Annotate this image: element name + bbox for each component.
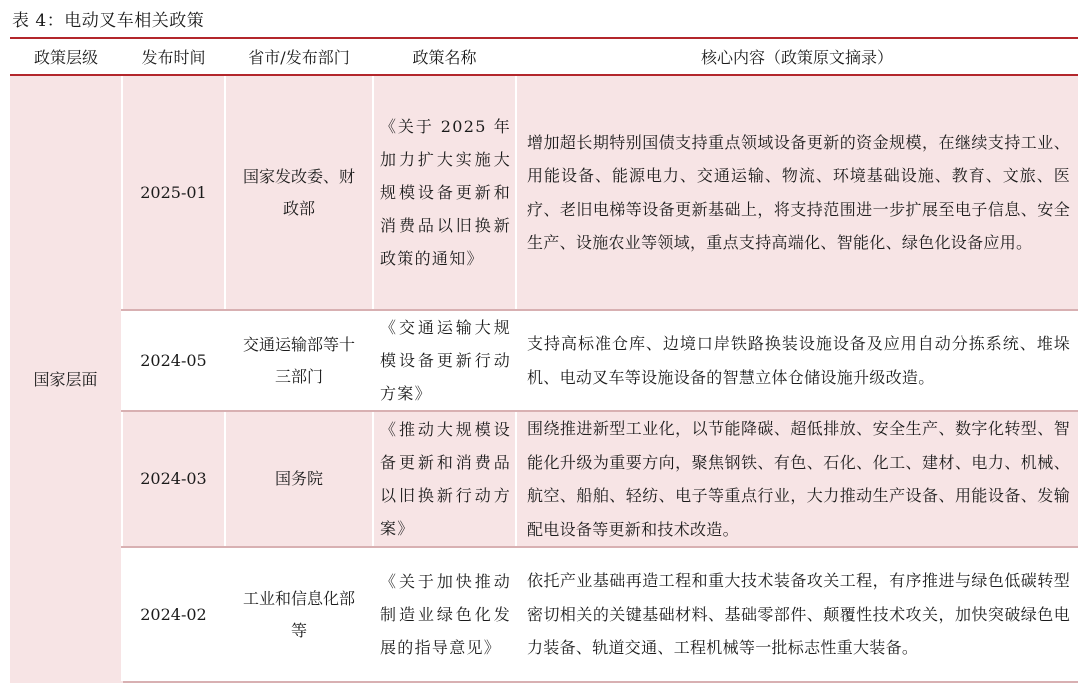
content-cell: 增加超长期特别国债支持重点领域设备更新的资金规模，在继续支持工业、用能设备、能源电力、交通运输、物流、环境基础设施、教育、文旅、医疗、老旧电梯等设备更新基础上，将支持范围进一步扩展至电子信息、安全生产、设施农业等领域，重点支持高端化、智能化、绿色化设备应用。 [516, 75, 1078, 310]
content-cell: 围绕推进新型工业化，以节能降碳、超低排放、安全生产、数字化转型、智能化升级为重要方向，聚焦钢铁、有色、石化、化工、建材、电力、机械、航空、船舶、轻纺、电子等重点行业，大力推动生产设备、用能设备、发输配电设备等更新和技术改造。 [516, 411, 1078, 547]
table-caption: 表 4：电动叉车相关政策 [12, 11, 205, 31]
table-row [10, 310, 1078, 411]
policy-name-cell: 《关于加快推动制造业绿色化发展的指导意见》 [373, 547, 516, 682]
content-cell: 依托产业基础再造工程和重大技术装备攻关工程，有序推进与绿色低碳转型密切相关的关键基础材料、基础零部件、颠覆性技术攻关，加快突破绿色电力装备、轨道交通、工程机械等一批标志性重大装备。 [516, 547, 1078, 682]
table-row [10, 411, 1078, 547]
policy-table [10, 39, 1078, 683]
date-cell: 2024-05 [122, 310, 225, 411]
header-row [10, 39, 1078, 75]
dept-text: 工业和信息化部等 [242, 588, 355, 640]
policy-name-cell: 《交通运输大规模设备更新行动方案》 [373, 310, 516, 411]
header-content: 核心内容（政策原文摘录） [516, 39, 1078, 75]
dept-text: 国家发改委、财政部 [243, 166, 356, 218]
header-date: 发布时间 [122, 39, 225, 75]
header-dept: 省市/发布部门 [225, 39, 373, 75]
dept-cell: 国务院 [225, 411, 373, 547]
date-cell: 2024-03 [122, 411, 225, 547]
dept-cell [225, 75, 373, 310]
table-row [10, 547, 1078, 682]
date-cell: 2025-01 [122, 75, 225, 310]
dept-cell [225, 310, 373, 411]
policy-name-cell: 《关于 2025 年加力扩大实施大规模设备更新和消费品以旧换新政策的通知》 [373, 75, 516, 310]
policy-name-cell: 《推动大规模设备更新和消费品以旧换新行动方案》 [373, 411, 516, 547]
dept-cell [225, 547, 373, 682]
table-row [10, 75, 1078, 310]
content-cell: 支持高标准仓库、边境口岸铁路换装设施设备及应用自动分拣系统、堆垛机、电动叉车等设施设备的智慧立体仓储设施升级改造。 [516, 310, 1078, 411]
header-level: 政策层级 [10, 39, 122, 75]
dept-text: 交通运输部等十三部门 [242, 334, 355, 386]
date-cell: 2024-02 [122, 547, 225, 682]
policy-level-cell: 国家层面 [10, 75, 122, 682]
header-name: 政策名称 [373, 39, 516, 75]
